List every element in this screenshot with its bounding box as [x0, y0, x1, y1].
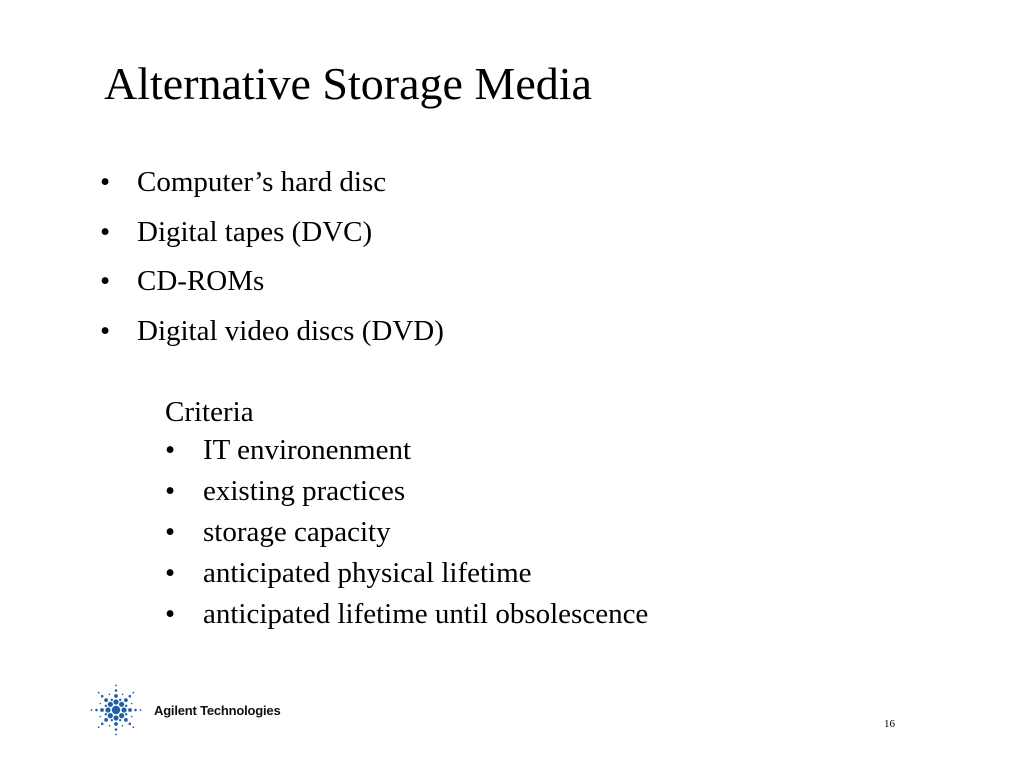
logo-dot — [124, 718, 128, 722]
bullet: • — [100, 265, 111, 297]
logo-dot — [132, 692, 134, 694]
bullet: • — [165, 598, 176, 630]
list-item — [100, 216, 444, 266]
logo-dot — [114, 722, 118, 726]
criteria-item — [165, 514, 648, 555]
logo-dot — [131, 716, 133, 718]
logo-dot — [111, 719, 113, 721]
logo-dot — [109, 725, 111, 727]
logo-dot — [115, 728, 118, 731]
bullet: • — [100, 314, 111, 347]
logo-dot — [99, 703, 101, 705]
logo-dot — [105, 707, 110, 712]
list-item-text: Computer’s hard disc — [137, 166, 387, 198]
criteria-item — [165, 555, 648, 596]
criteria-item-text: existing practices — [203, 475, 406, 507]
logo-dot — [91, 709, 93, 711]
logo-dot — [125, 713, 127, 715]
criteria-item-text: anticipated lifetime until obsolescence — [203, 598, 649, 630]
logo-dot — [109, 693, 111, 695]
criteria-item — [165, 596, 648, 637]
criteria-section — [165, 394, 648, 637]
logo-dot — [98, 726, 100, 728]
logo-dot — [101, 695, 104, 698]
logo-dot — [99, 716, 101, 718]
agilent-spark-icon — [88, 682, 144, 738]
logo-dot — [115, 685, 117, 687]
bullet: • — [165, 475, 176, 507]
bullet: • — [165, 434, 176, 466]
logo-dot — [111, 699, 113, 701]
bullet: • — [165, 516, 176, 548]
list-item — [100, 315, 444, 365]
criteria-item — [165, 432, 648, 473]
list-item-text: Digital video discs (DVD) — [137, 314, 444, 347]
logo-dot — [140, 709, 142, 711]
logo-dot — [119, 719, 121, 721]
logo-dot — [113, 715, 118, 720]
logo-dot — [104, 718, 108, 722]
logo-dot — [105, 713, 107, 715]
logo-dot — [119, 702, 124, 707]
list-item — [100, 166, 444, 216]
logo-dot — [108, 713, 113, 718]
logo-dot — [105, 705, 107, 707]
logo-dot — [98, 692, 100, 694]
logo-dot — [122, 693, 124, 695]
logo-dot — [95, 709, 98, 712]
bullet: • — [100, 215, 111, 248]
list-item-text: Digital tapes (DVC) — [137, 215, 373, 248]
logo-dot — [128, 695, 131, 698]
company-logo — [88, 682, 281, 738]
logo-dot — [134, 709, 137, 712]
list-item-text: CD-ROMs — [137, 265, 265, 297]
page-number: 16 — [884, 718, 895, 730]
logo-dot — [115, 734, 117, 736]
bullet: • — [165, 557, 176, 589]
logo-dot — [112, 706, 120, 714]
bullet: • — [100, 166, 111, 198]
slide-title: Alternative Storage Media — [104, 58, 592, 109]
criteria-list — [165, 432, 648, 637]
logo-dot — [101, 722, 104, 725]
logo-dot — [100, 708, 104, 712]
logo-text: Agilent Technologies — [154, 702, 281, 718]
logo-dot — [119, 713, 124, 718]
list-item — [100, 265, 444, 315]
logo-dot — [104, 698, 108, 702]
logo-dot — [113, 699, 118, 704]
criteria-heading: Criteria — [165, 396, 254, 428]
logo-dot — [128, 708, 132, 712]
logo-dot — [132, 726, 134, 728]
criteria-item-text: anticipated physical lifetime — [203, 557, 532, 589]
logo-dot — [114, 694, 118, 698]
logo-dot — [124, 698, 128, 702]
logo-dot — [128, 722, 131, 725]
storage-media-list — [100, 166, 444, 364]
logo-dot — [121, 707, 126, 712]
logo-dot — [122, 725, 124, 727]
criteria-item-text: storage capacity — [203, 516, 391, 548]
logo-dot — [131, 703, 133, 705]
logo-dot — [115, 689, 118, 692]
criteria-item — [165, 473, 648, 514]
criteria-item-text: IT environenment — [203, 434, 412, 466]
logo-dot — [119, 699, 121, 701]
logo-dot — [125, 705, 127, 707]
logo-dot — [108, 702, 113, 707]
